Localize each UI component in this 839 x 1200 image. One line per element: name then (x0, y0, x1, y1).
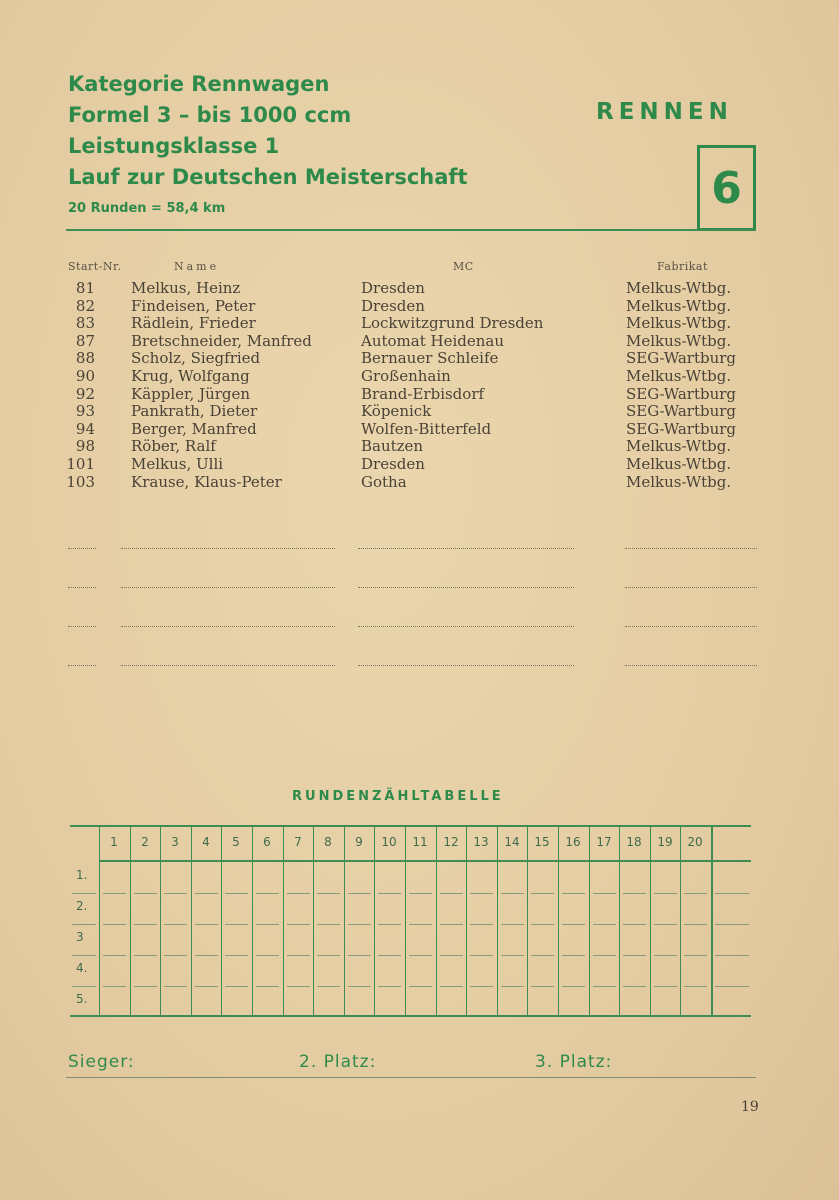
table-row (0, 333, 839, 351)
row-divider (256, 986, 279, 987)
manufacturer: SEG-Wartburg (626, 384, 737, 403)
row-divider (562, 955, 585, 956)
table-column-line (130, 827, 131, 1015)
table-row (0, 474, 839, 492)
lap-number: 12 (443, 835, 459, 849)
row-divider (317, 986, 340, 987)
table-row (0, 350, 839, 368)
row-divider (103, 893, 126, 894)
row-divider (409, 893, 432, 894)
lap-number: 3 (171, 835, 179, 849)
manufacturer: Melkus-Wtbg. (626, 279, 732, 297)
footer-divider (66, 1077, 756, 1078)
lap-number: 4 (202, 835, 210, 849)
table-column-line (680, 827, 681, 1015)
motor-club: Brand-Erbisdorf (361, 384, 485, 403)
lap-number: 13 (473, 835, 489, 849)
performance-class: Leistungsklasse 1 (68, 134, 280, 158)
row-divider (562, 893, 585, 894)
blank-line (68, 587, 96, 588)
blank-line (625, 665, 757, 666)
row-divider (684, 893, 707, 894)
row-divider (225, 986, 248, 987)
row-divider (72, 893, 96, 894)
blank-line (625, 548, 757, 549)
row-divider (440, 986, 463, 987)
lap-table-title: RUNDENZÄHLTABELLE (292, 789, 504, 804)
blank-line (625, 626, 757, 627)
row-divider (256, 924, 279, 925)
start-number: 81 (75, 279, 95, 297)
table-column-line (558, 827, 559, 1015)
table-column-line (160, 827, 161, 1015)
row-divider (103, 924, 126, 925)
lap-number: 8 (324, 835, 332, 849)
row-divider (715, 924, 749, 925)
row-divider (684, 986, 707, 987)
row-divider (317, 924, 340, 925)
category-title: Kategorie Rennwagen (68, 72, 330, 96)
motor-club: Lockwitzgrund Dresden (361, 314, 544, 333)
driver-name: Bretschneider, Manfred (131, 331, 312, 350)
driver-name: Rädlein, Frieder (131, 314, 256, 333)
row-divider (378, 893, 401, 894)
blank-line (121, 587, 335, 588)
row-divider (623, 986, 646, 987)
row-divider (531, 924, 554, 925)
motor-club: Dresden (361, 279, 425, 297)
row-label: 2. (76, 899, 88, 913)
lap-number: 19 (657, 835, 673, 849)
row-divider (654, 924, 677, 925)
row-divider (623, 893, 646, 894)
row-divider (684, 955, 707, 956)
row-divider (134, 893, 157, 894)
table-bottom-border (70, 1015, 751, 1017)
row-divider (409, 955, 432, 956)
start-number: 103 (66, 472, 95, 491)
row-divider (195, 893, 218, 894)
manufacturer: SEG-Wartburg (626, 402, 737, 421)
lap-number: 2 (141, 835, 149, 849)
table-row (0, 456, 839, 474)
start-number: 87 (75, 331, 95, 350)
start-number: 82 (75, 296, 95, 315)
table-column-line (344, 827, 345, 1015)
row-divider (287, 893, 310, 894)
table-row (0, 368, 839, 386)
motor-club: Dresden (361, 454, 425, 473)
table-row (0, 403, 839, 421)
row-label: 4. (76, 961, 88, 975)
third-place-label: 3. Platz: (535, 1052, 613, 1072)
blank-line (358, 665, 574, 666)
table-column-line (313, 827, 314, 1015)
race-number-box (697, 145, 756, 231)
row-divider (225, 893, 248, 894)
lap-count-table (70, 825, 751, 1017)
row-divider (409, 924, 432, 925)
row-divider (72, 955, 96, 956)
row-divider (195, 986, 218, 987)
row-divider (470, 986, 493, 987)
table-row (0, 315, 839, 333)
start-number: 94 (75, 419, 95, 438)
column-header-start-nr: Start-Nr. (68, 260, 122, 273)
table-top-border (70, 825, 751, 827)
blank-line (358, 626, 574, 627)
blank-line (68, 665, 96, 666)
driver-name: Röber, Ralf (131, 437, 216, 456)
row-divider (593, 893, 616, 894)
row-divider (715, 955, 749, 956)
row-label: 1. (76, 868, 88, 882)
row-divider (684, 924, 707, 925)
lap-number: 5 (232, 835, 240, 849)
table-column-line (436, 827, 437, 1015)
lap-number: 10 (381, 835, 397, 849)
table-column-line (221, 827, 222, 1015)
row-divider (378, 924, 401, 925)
row-divider (593, 986, 616, 987)
table-column-line (405, 827, 406, 1015)
manufacturer: Melkus-Wtbg. (626, 366, 732, 385)
start-number: 93 (75, 402, 95, 421)
table-row (0, 280, 839, 298)
row-divider (378, 955, 401, 956)
column-header-fabrikat: Fabrikat (657, 260, 708, 273)
table-column-line (711, 827, 713, 1015)
table-column-line (619, 827, 620, 1015)
table-header-border (99, 860, 751, 862)
row-divider (164, 955, 187, 956)
row-divider (501, 893, 524, 894)
table-column-line (650, 827, 651, 1015)
manufacturer: SEG-Wartburg (626, 419, 737, 438)
row-divider (531, 955, 554, 956)
row-divider (470, 924, 493, 925)
table-column-line (466, 827, 467, 1015)
row-divider (593, 955, 616, 956)
lap-number: 9 (355, 835, 363, 849)
entry-list (0, 280, 839, 491)
start-number: 101 (66, 454, 95, 473)
row-divider (72, 986, 96, 987)
table-column-line (252, 827, 253, 1015)
lap-number: 18 (626, 835, 642, 849)
row-divider (164, 986, 187, 987)
blank-line (121, 665, 335, 666)
row-divider (225, 955, 248, 956)
row-divider (134, 955, 157, 956)
row-divider (440, 924, 463, 925)
driver-name: Findeisen, Peter (131, 296, 256, 315)
table-column-line (374, 827, 375, 1015)
row-divider (593, 924, 616, 925)
start-number: 98 (75, 437, 95, 456)
page-number: 19 (741, 1099, 759, 1115)
row-divider (164, 924, 187, 925)
manufacturer: Melkus-Wtbg. (626, 472, 732, 491)
row-divider (409, 986, 432, 987)
row-divider (103, 986, 126, 987)
manufacturer: Melkus-Wtbg. (626, 454, 732, 473)
start-number: 92 (75, 384, 95, 403)
row-divider (317, 955, 340, 956)
table-column-line (497, 827, 498, 1015)
row-divider (623, 955, 646, 956)
lap-number: 17 (596, 835, 612, 849)
lap-number: 20 (687, 835, 703, 849)
lap-number: 1 (110, 835, 118, 849)
row-divider (531, 986, 554, 987)
table-column-line (99, 827, 100, 1015)
championship-round: Lauf zur Deutschen Meisterschaft (68, 165, 468, 189)
rennen-label: RENNEN (596, 99, 733, 125)
row-divider (623, 924, 646, 925)
blank-line (358, 587, 574, 588)
row-divider (348, 986, 371, 987)
driver-name: Krause, Klaus-Peter (131, 472, 282, 491)
row-divider (378, 986, 401, 987)
row-label: 5. (76, 992, 88, 1006)
motor-club: Dresden (361, 296, 425, 315)
row-divider (562, 924, 585, 925)
lap-number: 14 (504, 835, 520, 849)
motor-club: Wolfen-Bitterfeld (361, 419, 492, 438)
blank-line (121, 548, 335, 549)
row-divider (348, 924, 371, 925)
row-divider (134, 986, 157, 987)
table-row (0, 386, 839, 404)
race-number: 6 (711, 162, 742, 214)
driver-name: Berger, Manfred (131, 419, 257, 438)
row-divider (654, 955, 677, 956)
row-divider (72, 924, 96, 925)
table-column-line (191, 827, 192, 1015)
manufacturer: Melkus-Wtbg. (626, 296, 732, 315)
lap-number: 7 (294, 835, 302, 849)
row-divider (195, 924, 218, 925)
motor-club: Bautzen (361, 437, 424, 456)
row-divider (103, 955, 126, 956)
driver-name: Käppler, Jürgen (131, 384, 251, 403)
lap-number: 6 (263, 835, 271, 849)
row-divider (501, 955, 524, 956)
motor-club: Automat Heidenau (361, 331, 505, 350)
blank-line (68, 626, 96, 627)
table-column-line (589, 827, 590, 1015)
blank-line (121, 626, 335, 627)
table-column-line (527, 827, 528, 1015)
driver-name: Melkus, Ulli (131, 454, 224, 473)
row-divider (348, 955, 371, 956)
table-row (0, 298, 839, 316)
header-divider (66, 229, 756, 231)
winner-label: Sieger: (68, 1052, 135, 1072)
row-divider (501, 986, 524, 987)
column-header-name: Name (174, 260, 220, 273)
table-column-line (283, 827, 284, 1015)
manufacturer: Melkus-Wtbg. (626, 437, 732, 456)
start-number: 88 (75, 349, 95, 368)
row-divider (287, 986, 310, 987)
manufacturer: SEG-Wartburg (626, 349, 737, 368)
table-row (0, 438, 839, 456)
table-row (0, 421, 839, 439)
row-divider (715, 893, 749, 894)
row-divider (287, 924, 310, 925)
formula-class: Formel 3 – bis 1000 ccm (68, 103, 352, 127)
row-divider (164, 893, 187, 894)
row-divider (715, 986, 749, 987)
row-divider (654, 986, 677, 987)
row-divider (440, 955, 463, 956)
race-distance: 20 Runden = 58,4 km (68, 201, 226, 216)
row-divider (348, 893, 371, 894)
blank-line (68, 548, 96, 549)
row-divider (470, 955, 493, 956)
motor-club: Bernauer Schleife (361, 349, 499, 368)
row-divider (256, 955, 279, 956)
blank-line (358, 548, 574, 549)
row-divider (134, 924, 157, 925)
row-divider (440, 893, 463, 894)
driver-name: Scholz, Siegfried (131, 349, 261, 368)
row-divider (195, 955, 218, 956)
row-divider (317, 893, 340, 894)
row-label: 3 (76, 930, 84, 944)
row-divider (225, 924, 248, 925)
lap-number: 11 (412, 835, 428, 849)
column-header-mc: MC (453, 260, 474, 273)
blank-line (625, 587, 757, 588)
row-divider (287, 955, 310, 956)
lap-number: 16 (565, 835, 581, 849)
motor-club: Köpenick (361, 402, 432, 421)
motor-club: Großenhain (361, 366, 451, 385)
row-divider (654, 893, 677, 894)
row-divider (562, 986, 585, 987)
start-number: 83 (75, 314, 95, 333)
driver-name: Pankrath, Dieter (131, 402, 258, 421)
lap-number: 15 (534, 835, 550, 849)
manufacturer: Melkus-Wtbg. (626, 314, 732, 333)
row-divider (531, 893, 554, 894)
driver-name: Melkus, Heinz (131, 279, 241, 297)
driver-name: Krug, Wolfgang (131, 366, 250, 385)
row-divider (256, 893, 279, 894)
row-divider (501, 924, 524, 925)
start-number: 90 (75, 366, 95, 385)
second-place-label: 2. Platz: (299, 1052, 377, 1072)
motor-club: Gotha (361, 472, 407, 491)
row-divider (470, 893, 493, 894)
manufacturer: Melkus-Wtbg. (626, 331, 732, 350)
